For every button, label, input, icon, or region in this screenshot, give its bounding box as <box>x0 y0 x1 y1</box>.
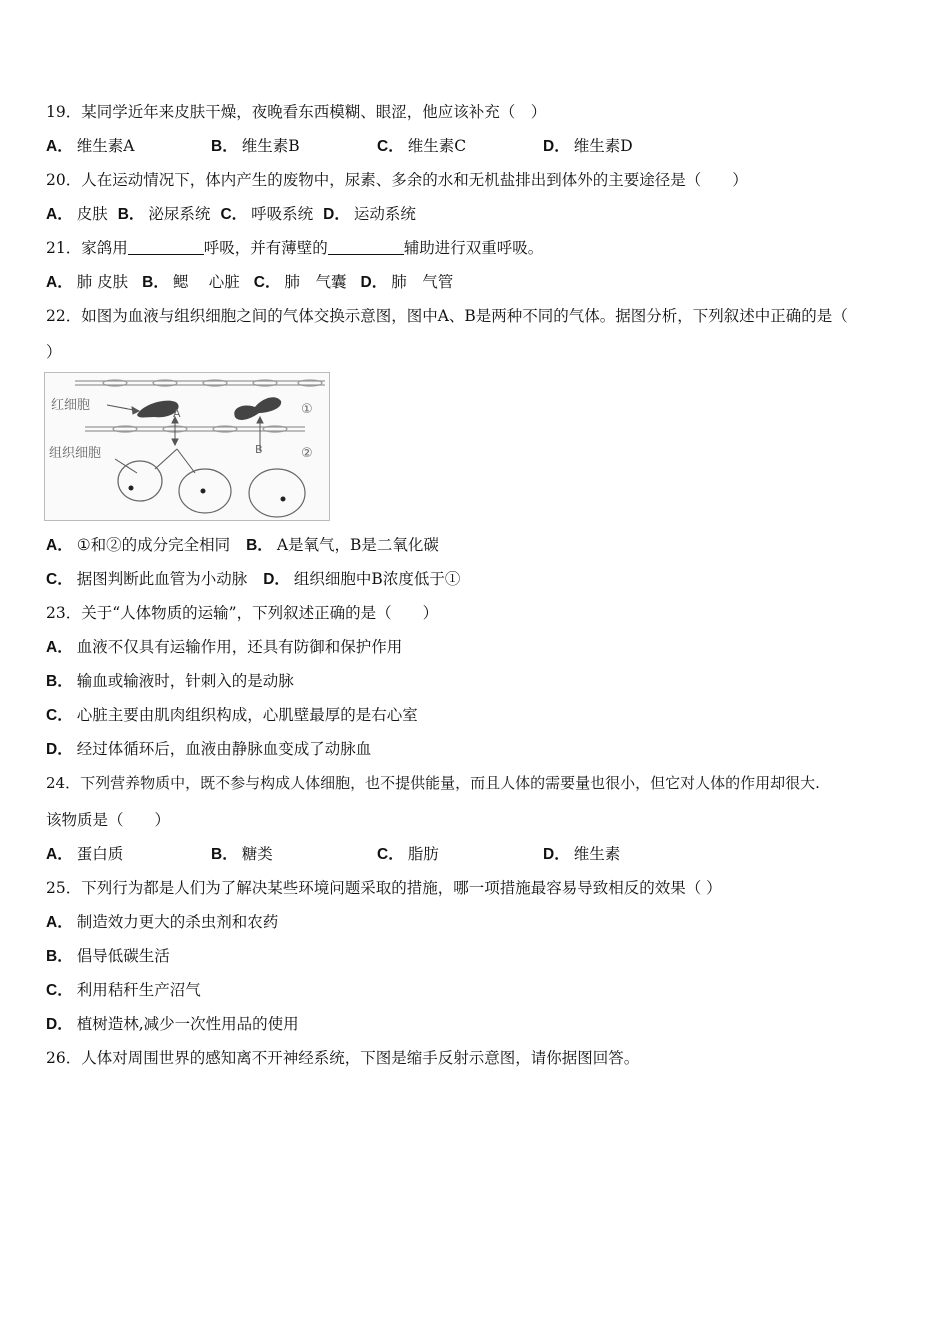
q22-options-row2 <box>46 569 460 590</box>
capillary-wall-bottom <box>85 426 305 432</box>
q19-stem: 19．某同学近年来皮肤干燥，夜晚看东西模糊、眼涩，他应该补充（ ） <box>46 103 547 121</box>
option-c[interactable]: C． 维生素C <box>377 137 467 155</box>
q24-stem: 24．下列营养物质中，既不参与构成人体细胞，也不提供能量，而且人体的需要量也很小，但它对人体的作用却很大. <box>46 774 820 792</box>
q24-stem-end: 该物质是（ ） <box>46 811 171 829</box>
option-c[interactable]: C． 脂肪 <box>377 845 439 863</box>
option-a[interactable]: A． 蛋白质 <box>46 845 124 863</box>
label-gas-a: A <box>173 407 181 420</box>
red-blood-cell-2 <box>234 397 281 420</box>
gas-exchange-figure <box>44 372 330 521</box>
q21-options <box>46 272 453 293</box>
label-marker-2: ② <box>301 446 313 461</box>
option-b[interactable]: B． 输血或输液时，针刺入的是动脉 <box>46 672 294 690</box>
answer-blank-1[interactable] <box>128 238 204 255</box>
q22-options-row1 <box>46 535 439 556</box>
option-b[interactable]: B． 倡导低碳生活 <box>46 947 170 965</box>
option-b[interactable]: B． 鳃 心脏 <box>142 273 240 291</box>
label-tissue-cell: 组织细胞 <box>49 446 102 461</box>
q21-stem: 21．家鸽用 呼吸，并有薄壁的 辅助进行双重呼吸。 <box>46 239 544 257</box>
q24-options <box>46 844 620 865</box>
option-a[interactable]: A． 皮肤 <box>46 205 108 223</box>
q22-stem-end: ） <box>46 343 62 361</box>
label-gas-b: B <box>255 443 263 456</box>
option-a[interactable]: A． 制造效力更大的杀虫剂和农药 <box>46 913 279 931</box>
option-b[interactable]: B． A是氧气，B是二氧化碳 <box>246 536 439 554</box>
q19-options <box>46 136 633 157</box>
q26-stem: 26．人体对周围世界的感知离不开神经系统，下图是缩手反射示意图，请你据图回答。 <box>46 1049 640 1067</box>
capillary-wall-top <box>75 380 325 386</box>
option-d[interactable]: D． 肺 气管 <box>360 273 454 291</box>
option-b[interactable]: B． 泌尿系统 <box>117 205 211 223</box>
label-marker-1: ① <box>301 402 313 417</box>
option-d[interactable]: D． 植树造林,减少一次性用品的使用 <box>46 1015 299 1033</box>
answer-blank-2[interactable] <box>328 238 404 255</box>
option-d[interactable]: D． 组织细胞中B浓度低于① <box>263 570 461 588</box>
q20-stem: 20．人在运动情况下，体内产生的废物中，尿素、多余的水和无机盐排出到体外的主要途径是（ ） <box>46 171 748 189</box>
q22-stem: 22．如图为血液与组织细胞之间的气体交换示意图，图中A、B是两种不同的气体。据图分析，下列叙述中正确的是（ <box>46 307 848 325</box>
option-a[interactable]: A． 血液不仅具有运输作用，还具有防御和保护作用 <box>46 638 403 656</box>
q25-stem: 25．下列行为都是人们为了解决某些环境问题采取的措施，哪一项措施最容易导致相反的效果（ ） <box>46 879 722 897</box>
option-d[interactable]: D． 运动系统 <box>323 205 416 223</box>
option-d[interactable]: D． 经过体循环后，血液由静脉血变成了动脉血 <box>46 740 372 758</box>
gas-exchange-diagram <box>45 373 329 520</box>
tissue-cells <box>118 461 305 517</box>
option-b[interactable]: B． 糖类 <box>211 845 273 863</box>
option-b[interactable]: B． 维生素B <box>211 137 300 155</box>
label-red-blood-cell: 红细胞 <box>51 398 91 413</box>
option-c[interactable]: C． 利用秸秆生产沼气 <box>46 981 201 999</box>
option-d[interactable]: D． 维生素 <box>543 845 621 863</box>
option-a[interactable]: A． 肺 皮肤 <box>46 273 129 291</box>
option-a[interactable]: A． ①和②的成分完全相同 <box>46 536 231 554</box>
option-c[interactable]: C． 呼吸系统 <box>220 205 314 223</box>
q20-options <box>46 204 416 225</box>
option-c[interactable]: C． 心脏主要由肌肉组织构成，心肌壁最厚的是右心室 <box>46 706 418 724</box>
q23-stem: 23．关于“人体物质的运输”，下列叙述正确的是（ ） <box>46 604 439 622</box>
option-d[interactable]: D． 维生素D <box>543 137 633 155</box>
option-c[interactable]: C． 肺 气囊 <box>253 273 347 291</box>
option-c[interactable]: C． 据图判断此血管为小动脉 <box>46 570 248 588</box>
cell-nuclei <box>129 486 286 502</box>
option-a[interactable]: A． 维生素A <box>46 137 135 155</box>
